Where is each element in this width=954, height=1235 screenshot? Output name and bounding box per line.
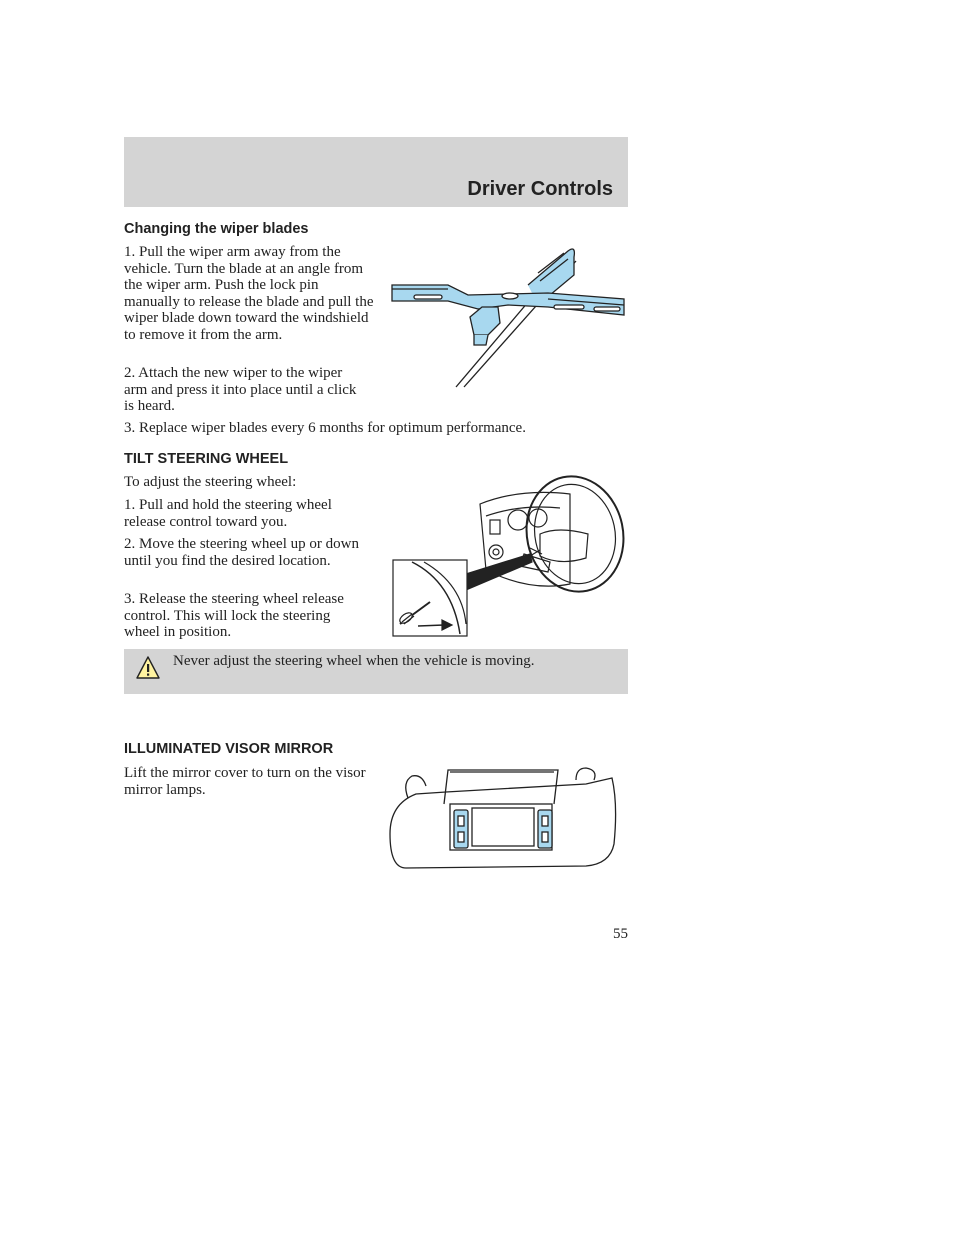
steering-wheel-illustration — [390, 474, 630, 640]
visor-heading: ILLUMINATED VISOR MIRROR — [124, 741, 334, 757]
section-header — [124, 137, 628, 207]
visor-mirror-illustration — [386, 764, 622, 874]
warning-triangle-icon — [135, 655, 161, 681]
wiper-step-2: 2. Attach the new wiper to the wiper arm and press it into place until a click is heard. — [124, 365, 357, 414]
warning-box — [124, 649, 628, 694]
tilt-intro: To adjust the steering wheel: — [124, 474, 297, 490]
wiper-heading: Changing the wiper blades — [124, 221, 309, 237]
page-number: 55 — [613, 926, 628, 942]
tilt-step-1: 1. Pull and hold the steering wheel release control toward you. — [124, 497, 332, 530]
tilt-step-3: 3. Release the steering wheel release control. This will lock the steering wheel in position. — [124, 591, 344, 640]
tilt-step-2: 2. Move the steering wheel up or down until you find the desired location. — [124, 536, 359, 569]
warning-text: Never adjust the steering wheel when the vehicle is moving. — [173, 653, 535, 669]
wiper-step-3: 3. Replace wiper blades every 6 months for optimum performance. — [124, 420, 526, 436]
section-title: Driver Controls — [467, 178, 613, 200]
tilt-heading: TILT STEERING WHEEL — [124, 451, 289, 467]
wiper-step-1: 1. Pull the wiper arm away from the vehicle. Turn the blade at an angle from the wiper arm. Push the lock pin manually to release the blade and pull the wiper blade down toward the windshield to remove it from the arm. — [124, 244, 374, 343]
visor-text: Lift the mirror cover to turn on the visor mirror lamps. — [124, 765, 366, 798]
wiper-blade-illustration — [388, 245, 626, 390]
